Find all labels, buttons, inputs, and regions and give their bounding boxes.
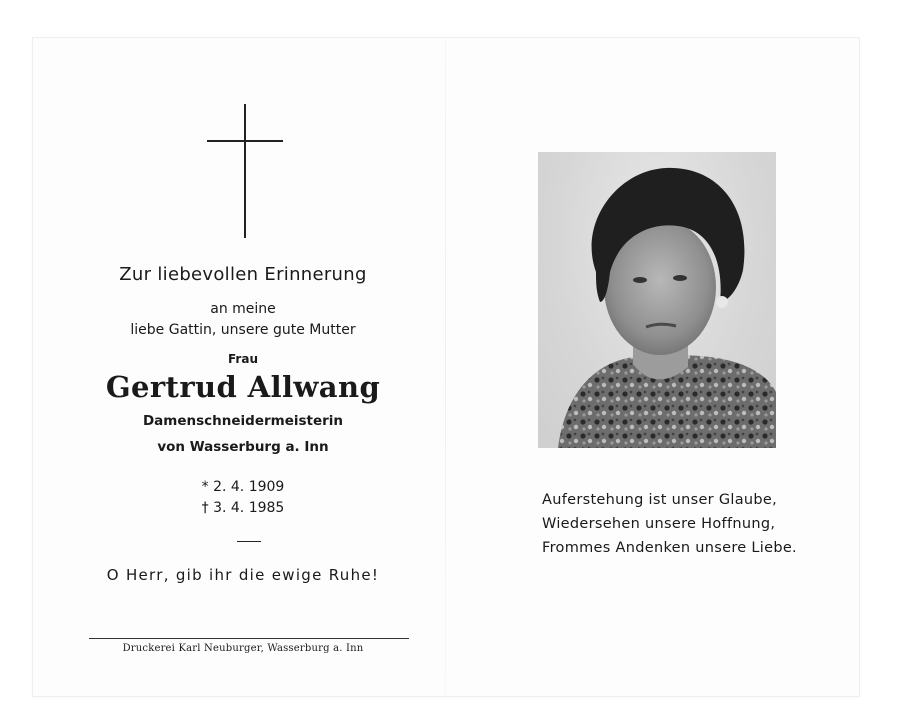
title-text: Frau: [228, 352, 258, 366]
relation-text: liebe Gattin, unsere gute Mutter: [130, 322, 356, 338]
an-meine-text: an meine: [210, 301, 276, 317]
birth-date: * 2. 4. 1909: [201, 479, 285, 495]
prayer-text: O Herr, gib ihr die ewige Ruhe!: [106, 566, 380, 584]
deceased-name: Gertrud Allwang: [105, 370, 381, 404]
right-panel: [446, 38, 859, 696]
left-panel: [33, 38, 445, 696]
memorial-card: [33, 38, 859, 696]
verse-line-3: Frommes Andenken unsere Liebe.: [542, 540, 797, 556]
profession-text: Damenschneidermeisterin: [142, 413, 344, 429]
verse-line-2: Wiedersehen unsere Hoffnung,: [542, 516, 776, 532]
death-date: † 3. 4. 1985: [201, 500, 285, 516]
separator-dash: [237, 541, 261, 542]
origin-text: von Wasserburg a. Inn: [157, 439, 329, 455]
intro-heading: Zur liebevollen Erinnerung: [119, 264, 367, 285]
cross-icon: [207, 104, 283, 238]
portrait-photo: [538, 152, 776, 448]
printer-credit: Druckerei Karl Neuburger, Wasserburg a. Inn: [122, 643, 364, 654]
verse-line-1: Auferstehung ist unser Glaube,: [542, 492, 778, 508]
printer-rule: [89, 638, 409, 639]
